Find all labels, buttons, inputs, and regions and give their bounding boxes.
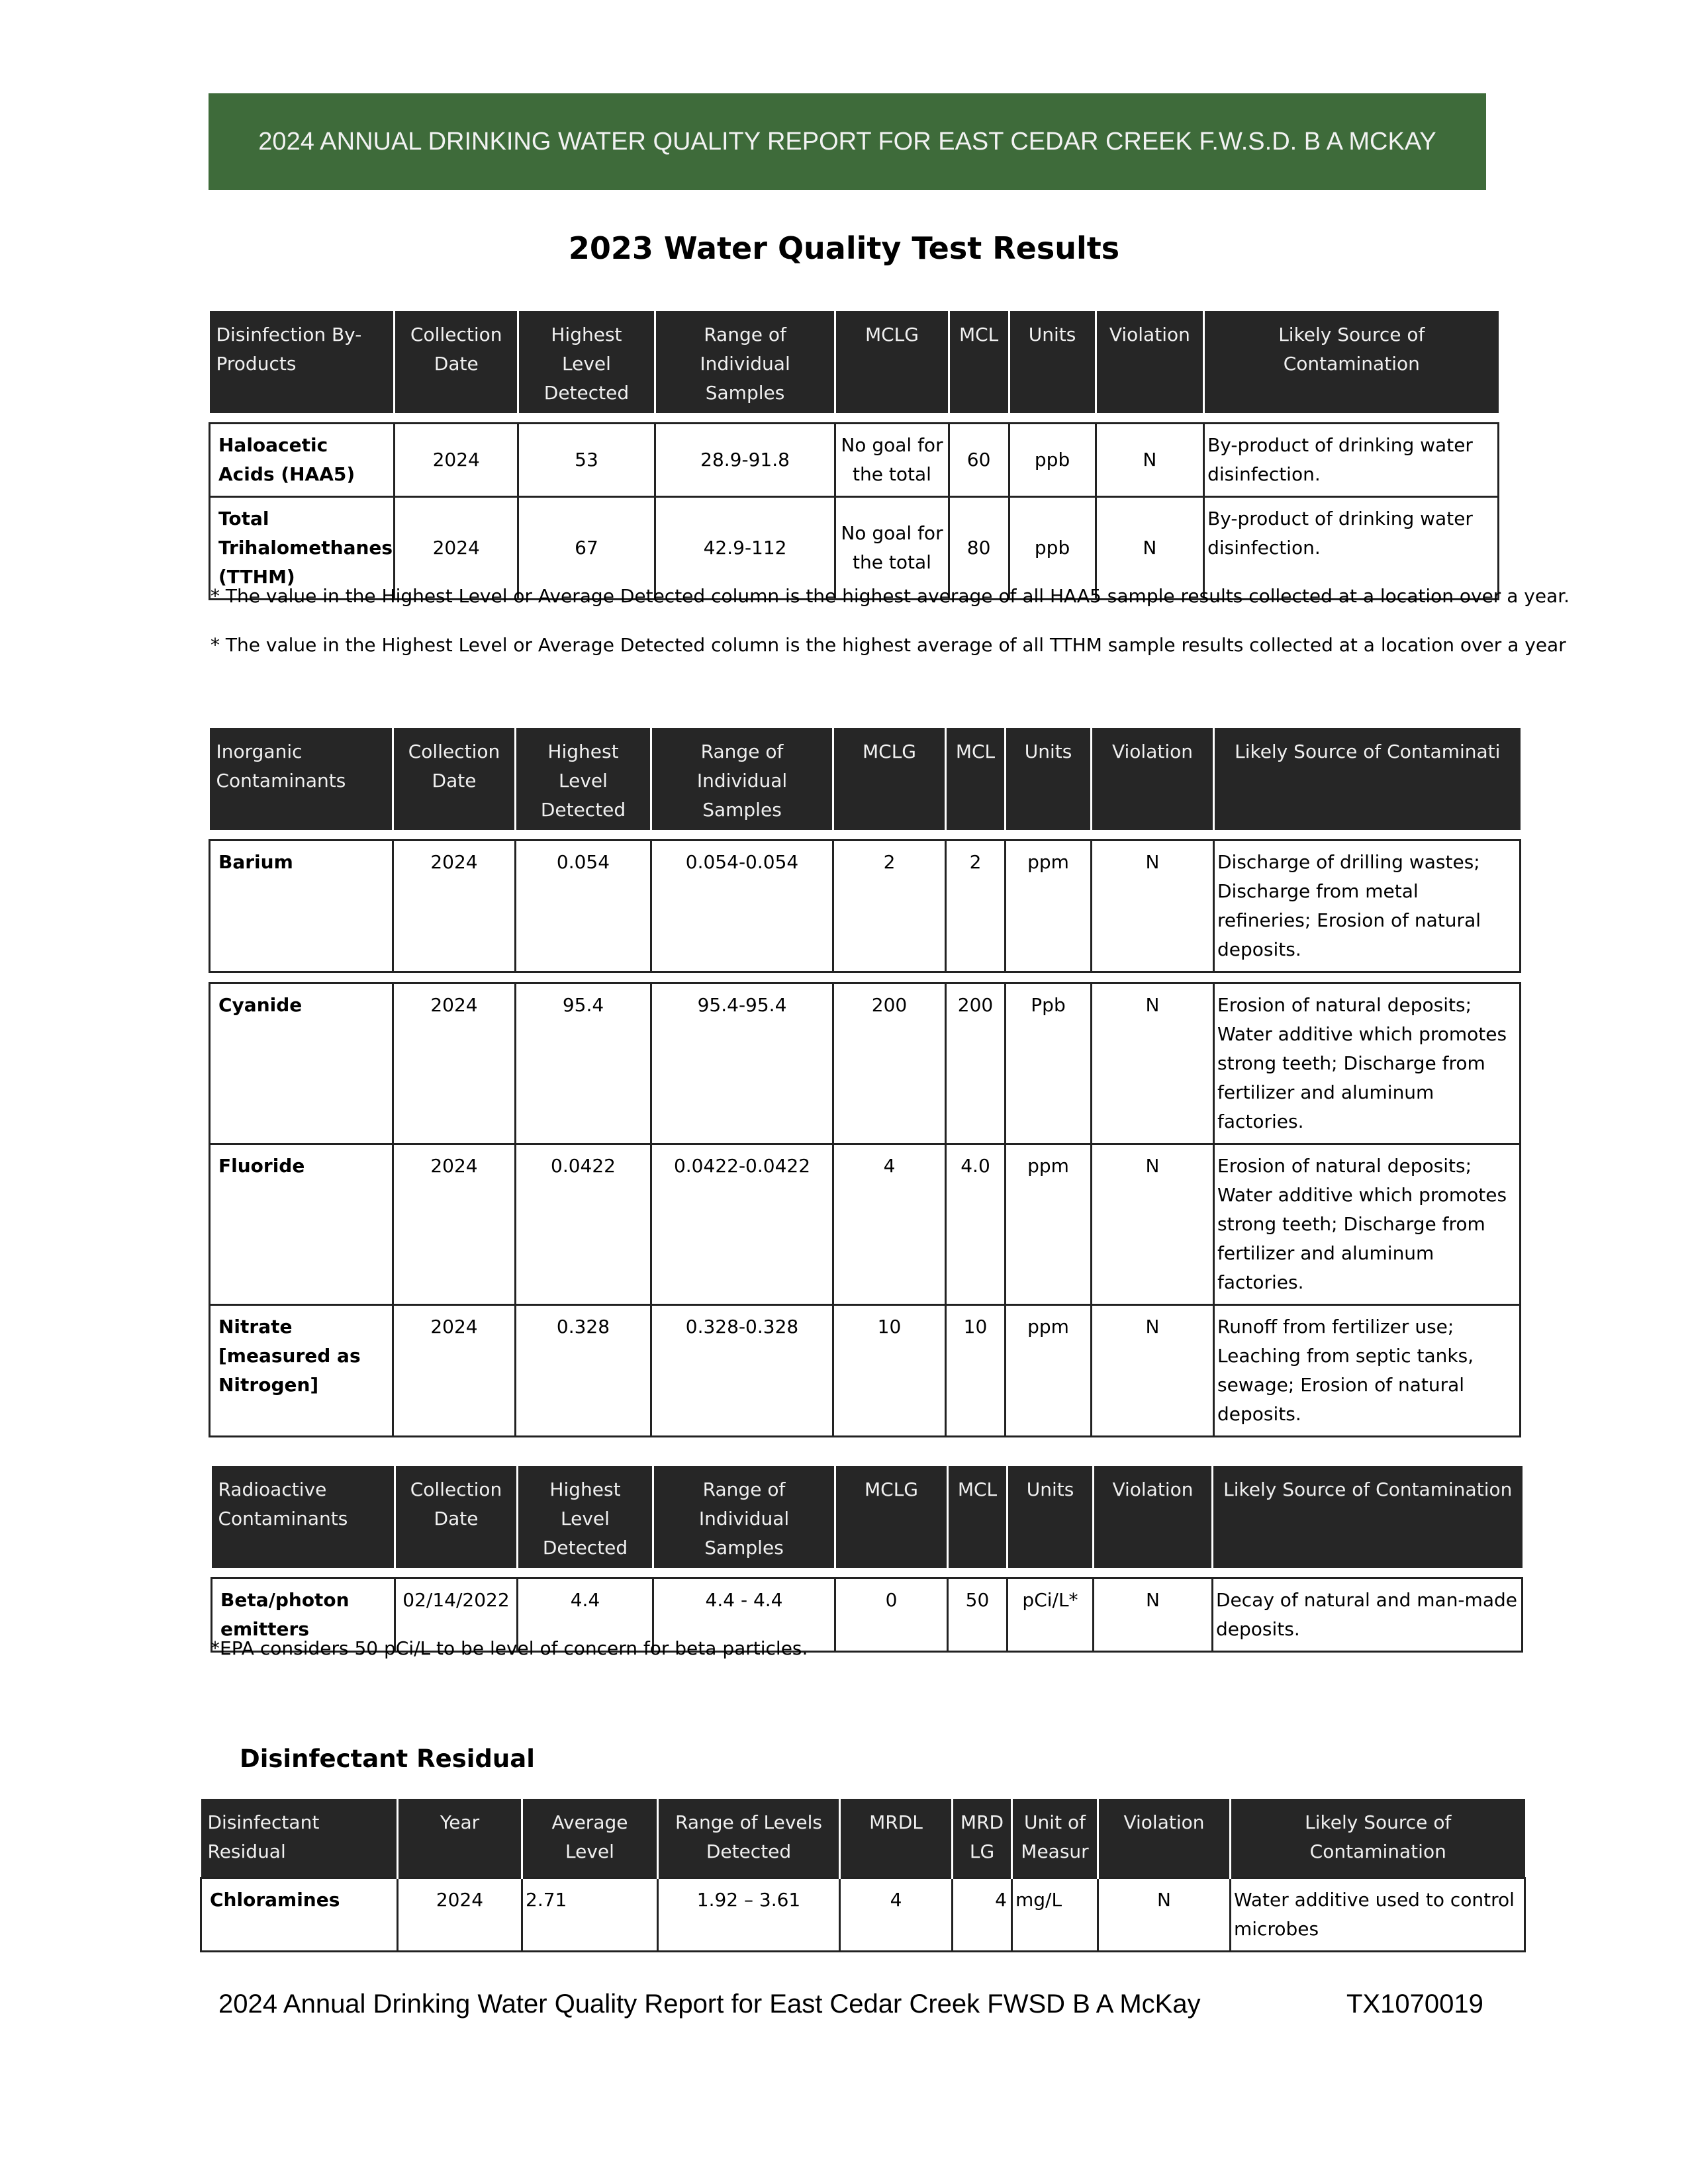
cell-analyte: Haloacetic Acids (HAA5) bbox=[210, 424, 395, 497]
banner-title: 2024 ANNUAL DRINKING WATER QUALITY REPORT FOR EAST CEDAR CREEK F.W.S.D. B A MCKAY bbox=[258, 128, 1436, 156]
cell: 2024 bbox=[393, 1305, 516, 1437]
table-header-row bbox=[201, 1799, 1525, 1878]
cell: 200 bbox=[946, 983, 1006, 1144]
cell: 53 bbox=[518, 424, 655, 497]
cell: N bbox=[1096, 497, 1203, 600]
column-header: Average Level bbox=[522, 1799, 658, 1878]
column-header: MCLG bbox=[833, 728, 946, 830]
page-title: 2023 Water Quality Test Results bbox=[568, 230, 1120, 266]
cell: N bbox=[1094, 1578, 1213, 1652]
cell: 4.4 - 4.4 bbox=[653, 1578, 835, 1652]
column-header: Range of Levels Detected bbox=[658, 1799, 840, 1878]
cell: ppb bbox=[1009, 497, 1096, 600]
column-header: MCL bbox=[948, 1466, 1008, 1568]
cell-analyte: Fluoride bbox=[210, 1144, 393, 1305]
column-header: Violation bbox=[1094, 1466, 1213, 1568]
cell: N bbox=[1098, 1878, 1231, 1952]
cell: 95.4-95.4 bbox=[651, 983, 833, 1144]
column-header: MCL bbox=[946, 728, 1006, 830]
cell: 2 bbox=[833, 841, 946, 972]
table-row bbox=[210, 497, 1499, 600]
column-header: Range of Individual Samples bbox=[655, 311, 835, 413]
cell: N bbox=[1092, 1305, 1214, 1437]
column-header: MCL bbox=[949, 311, 1009, 413]
column-header: Collection Date bbox=[393, 728, 516, 830]
column-header: Likely Source of Contaminati bbox=[1214, 728, 1521, 830]
cell: ppb bbox=[1009, 424, 1096, 497]
column-header: Disinfection By-Products bbox=[210, 311, 395, 413]
column-header: MCLG bbox=[835, 311, 949, 413]
report-banner bbox=[209, 93, 1486, 190]
cell: 67 bbox=[518, 497, 655, 600]
column-header: Unit of Measur bbox=[1012, 1799, 1098, 1878]
cell: 2024 bbox=[393, 983, 516, 1144]
tthm-footnote: * The value in the Highest Level or Average Detected column is the highest average of all TTHM sample results collected at a location over a year bbox=[211, 634, 1566, 656]
cell: 0.328 bbox=[516, 1305, 651, 1437]
cell: 60 bbox=[949, 424, 1009, 497]
column-header: Violation bbox=[1096, 311, 1203, 413]
column-header: Highest Level Detected bbox=[518, 1466, 653, 1568]
cell: 02/14/2022 bbox=[395, 1578, 518, 1652]
column-header: Likely Source of Contamination bbox=[1204, 311, 1499, 413]
cell-source: Discharge of drilling wastes; Discharge from metal refineries; Erosion of natural deposits. bbox=[1214, 841, 1521, 972]
table-row bbox=[201, 1878, 1525, 1952]
inorganic-table bbox=[209, 728, 1521, 1437]
column-header: Inorganic Contaminants bbox=[210, 728, 393, 830]
cell: 0.0422 bbox=[516, 1144, 651, 1305]
cell-source: By-product of drinking water disinfection. bbox=[1204, 497, 1499, 600]
cell-analyte: Beta/photon emitters bbox=[212, 1578, 395, 1652]
cell: 2024 bbox=[393, 1144, 516, 1305]
cell: N bbox=[1092, 983, 1214, 1144]
cell: ppm bbox=[1006, 841, 1092, 972]
cell: ppm bbox=[1006, 1144, 1092, 1305]
cell-analyte: Total Trihalomethanes (TTHM) bbox=[210, 497, 395, 600]
cell: 4 bbox=[840, 1878, 953, 1952]
cell: 200 bbox=[833, 983, 946, 1144]
cell: 28.9-91.8 bbox=[655, 424, 835, 497]
cell: 2024 bbox=[395, 424, 518, 497]
column-header: Highest Level Detected bbox=[518, 311, 655, 413]
column-header: MRDL bbox=[840, 1799, 953, 1878]
dbp-table bbox=[209, 311, 1499, 600]
cell: 0.054-0.054 bbox=[651, 841, 833, 972]
cell-analyte: Nitrate [measured as Nitrogen] bbox=[210, 1305, 393, 1437]
column-header: Collection Date bbox=[395, 311, 518, 413]
cell: 1.92 – 3.61 bbox=[658, 1878, 840, 1952]
cell: 10 bbox=[833, 1305, 946, 1437]
cell: N bbox=[1092, 841, 1214, 972]
column-header: MRD LG bbox=[953, 1799, 1012, 1878]
cell: N bbox=[1096, 424, 1203, 497]
cell: 2 bbox=[946, 841, 1006, 972]
haa5-footnote: * The value in the Highest Level or Average Detected column is the highest average of all HAA5 sample results collected at a location over a year. bbox=[211, 585, 1570, 607]
column-header: Highest Level Detected bbox=[516, 728, 651, 830]
cell: 95.4 bbox=[516, 983, 651, 1144]
cell: N bbox=[1092, 1144, 1214, 1305]
column-header: Likely Source of Contamination bbox=[1213, 1466, 1523, 1568]
cell: 50 bbox=[948, 1578, 1008, 1652]
cell: 0.0422-0.0422 bbox=[651, 1144, 833, 1305]
cell-source: By-product of drinking water disinfection. bbox=[1204, 424, 1499, 497]
cell: 2.71 bbox=[522, 1878, 658, 1952]
column-header: Violation bbox=[1098, 1799, 1231, 1878]
cell: 4.4 bbox=[518, 1578, 653, 1652]
cell: 0.328-0.328 bbox=[651, 1305, 833, 1437]
table-row bbox=[210, 983, 1521, 1144]
cell: 2024 bbox=[398, 1878, 522, 1952]
column-header: Units bbox=[1008, 1466, 1094, 1568]
footer-report-title: 2024 Annual Drinking Water Quality Report for East Cedar Creek FWSD B A McKay bbox=[218, 1989, 1201, 2019]
cell-analyte: Chloramines bbox=[201, 1878, 398, 1952]
cell: pCi/L* bbox=[1008, 1578, 1094, 1652]
cell: Ppb bbox=[1006, 983, 1092, 1144]
column-header: Range of Individual Samples bbox=[651, 728, 833, 830]
cell: 10 bbox=[946, 1305, 1006, 1437]
column-header: MCLG bbox=[835, 1466, 948, 1568]
cell-analyte: Barium bbox=[210, 841, 393, 972]
column-header: Units bbox=[1009, 311, 1096, 413]
cell: No goal for the total bbox=[835, 497, 949, 600]
cell: ppm bbox=[1006, 1305, 1092, 1437]
column-header: Likely Source of Contamination bbox=[1231, 1799, 1525, 1878]
column-header: Units bbox=[1006, 728, 1092, 830]
cell: No goal for the total bbox=[835, 424, 949, 497]
cell-source: Erosion of natural deposits; Water additive which promotes strong teeth; Discharge from fertilizer and aluminum factories. bbox=[1214, 983, 1521, 1144]
cell: 4 bbox=[833, 1144, 946, 1305]
cell: 2024 bbox=[393, 841, 516, 972]
cell: 0.054 bbox=[516, 841, 651, 972]
cell: 42.9-112 bbox=[655, 497, 835, 600]
column-header: Violation bbox=[1092, 728, 1214, 830]
cell-analyte: Cyanide bbox=[210, 983, 393, 1144]
cell: 80 bbox=[949, 497, 1009, 600]
residual-table bbox=[200, 1799, 1526, 1952]
radioactive-table bbox=[211, 1466, 1523, 1653]
table-row bbox=[210, 841, 1521, 972]
cell: 4 bbox=[953, 1878, 1012, 1952]
column-header: Range of Individual Samples bbox=[653, 1466, 835, 1568]
table-row bbox=[210, 424, 1499, 497]
cell: 0 bbox=[835, 1578, 948, 1652]
table-header-row bbox=[210, 728, 1521, 830]
footer-system-id: TX1070019 bbox=[1346, 1989, 1483, 2019]
cell: mg/L bbox=[1012, 1878, 1098, 1952]
column-header: Radioactive Contaminants bbox=[212, 1466, 395, 1568]
cell: 2024 bbox=[395, 497, 518, 600]
table-row bbox=[210, 1305, 1521, 1437]
beta-footnote: *EPA considers 50 pCi/L to be level of concern for beta particles. bbox=[211, 1637, 808, 1659]
cell-source: Water additive used to control microbes bbox=[1231, 1878, 1525, 1952]
cell-source: Runoff from fertilizer use; Leaching from septic tanks, sewage; Erosion of natural deposits. bbox=[1214, 1305, 1521, 1437]
column-header: Year bbox=[398, 1799, 522, 1878]
column-header: Disinfectant Residual bbox=[201, 1799, 398, 1878]
disinfectant-residual-heading: Disinfectant Residual bbox=[240, 1745, 535, 1773]
table-header-row bbox=[212, 1466, 1523, 1568]
table-header-row bbox=[210, 311, 1499, 413]
column-header: Collection Date bbox=[395, 1466, 518, 1568]
cell-source: Erosion of natural deposits; Water additive which promotes strong teeth; Discharge from fertilizer and aluminum factories. bbox=[1214, 1144, 1521, 1305]
cell: 4.0 bbox=[946, 1144, 1006, 1305]
cell-source: Decay of natural and man-made deposits. bbox=[1213, 1578, 1523, 1652]
table-row bbox=[210, 1144, 1521, 1305]
